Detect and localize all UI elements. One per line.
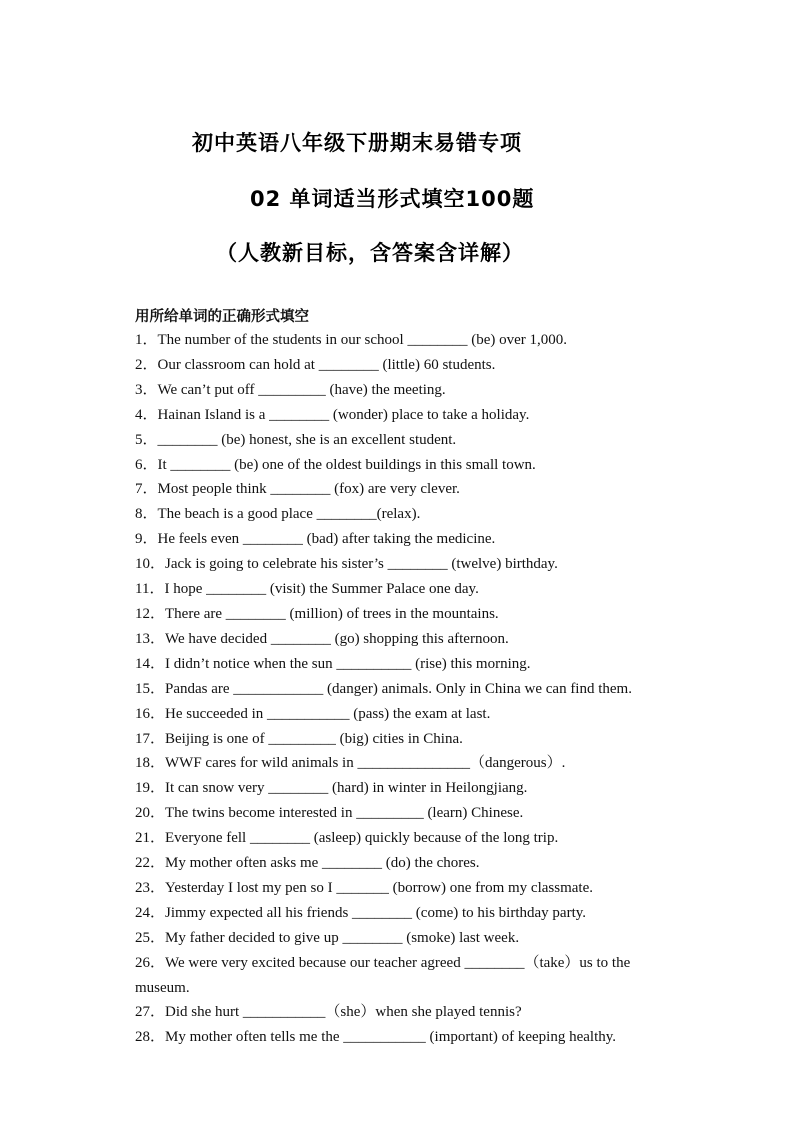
question-item: 15．Pandas are ____________ (danger) animals. Only in China we can find them. [135, 680, 632, 697]
question-item: 18．WWF cares for wild animals in _______________（dangerous）. [135, 755, 566, 772]
question-item: 23．Yesterday I lost my pen so I _______ (borrow) one from my classmate. [135, 879, 593, 896]
question-item: 19．It can snow very ________ (hard) in winter in Heilongjiang. [135, 780, 528, 797]
document-title: 初中英语八年级下册期末易错专项 [192, 131, 522, 155]
question-item: 3．We can’t put off _________ (have) the meeting. [135, 381, 446, 398]
question-item: 16．He succeeded in ___________ (pass) the exam at last. [135, 705, 491, 722]
question-item: 11．I hope ________ (visit) the Summer Palace one day. [135, 581, 479, 598]
question-item: 14．I didn’t notice when the sun __________ (rise) this morning. [135, 655, 531, 672]
question-item: 5．________ (be) honest, she is an excellent student. [135, 431, 457, 448]
question-item: 6．It ________ (be) one of the oldest buildings in this small town. [135, 456, 536, 473]
question-item: 1．The number of the students in our school ________ (be) over 1,000. [135, 332, 568, 348]
question-list [135, 328, 665, 1050]
question-item: 4．Hainan Island is a ________ (wonder) place to take a holiday. [135, 406, 530, 423]
question-item: 27．Did she hurt ___________（she）when she played tennis? [135, 1004, 522, 1021]
question-item: 12．There are ________ (million) of trees in the mountains. [135, 605, 499, 622]
question-item: 17．Beijing is one of _________ (big) cities in China. [135, 730, 463, 747]
question-item: 7．Most people think ________ (fox) are very clever. [135, 481, 460, 498]
question-item: 24．Jimmy expected all his friends ________ (come) to his birthday party. [135, 904, 587, 921]
question-item: 9．He feels even ________ (bad) after taking the medicine. [135, 531, 496, 548]
question-item: 13．We have decided ________ (go) shopping this afternoon. [135, 630, 509, 647]
question-item: 25．My father decided to give up ________ (smoke) last week. [135, 929, 520, 946]
question-item: 10．Jack is going to celebrate his sister’s ________ (twelve) birthday. [135, 556, 558, 573]
question-item: 20．The twins become interested in _________ (learn) Chinese. [135, 805, 524, 822]
section-heading: 用所给单词的正确形式填空 [135, 309, 309, 325]
question-item: 21．Everyone fell ________ (asleep) quickly because of the long trip. [135, 830, 559, 847]
document-subtitle: 02 单词适当形式填空100题 [250, 187, 535, 211]
question-item: 26．We were very excited because our teacher agreed ________（take）us to the museum. [135, 954, 631, 996]
document-edition-note: （人教新目标，含答案含详解） [216, 241, 524, 265]
question-item: 8．The beach is a good place ________(relax). [135, 506, 421, 523]
question-item: 2．Our classroom can hold at ________ (little) 60 students. [135, 356, 496, 373]
question-item: 28．My mother often tells me the ___________ (important) of keeping healthy. [135, 1029, 617, 1046]
question-item: 22．My mother often asks me ________ (do) the chores. [135, 855, 480, 872]
